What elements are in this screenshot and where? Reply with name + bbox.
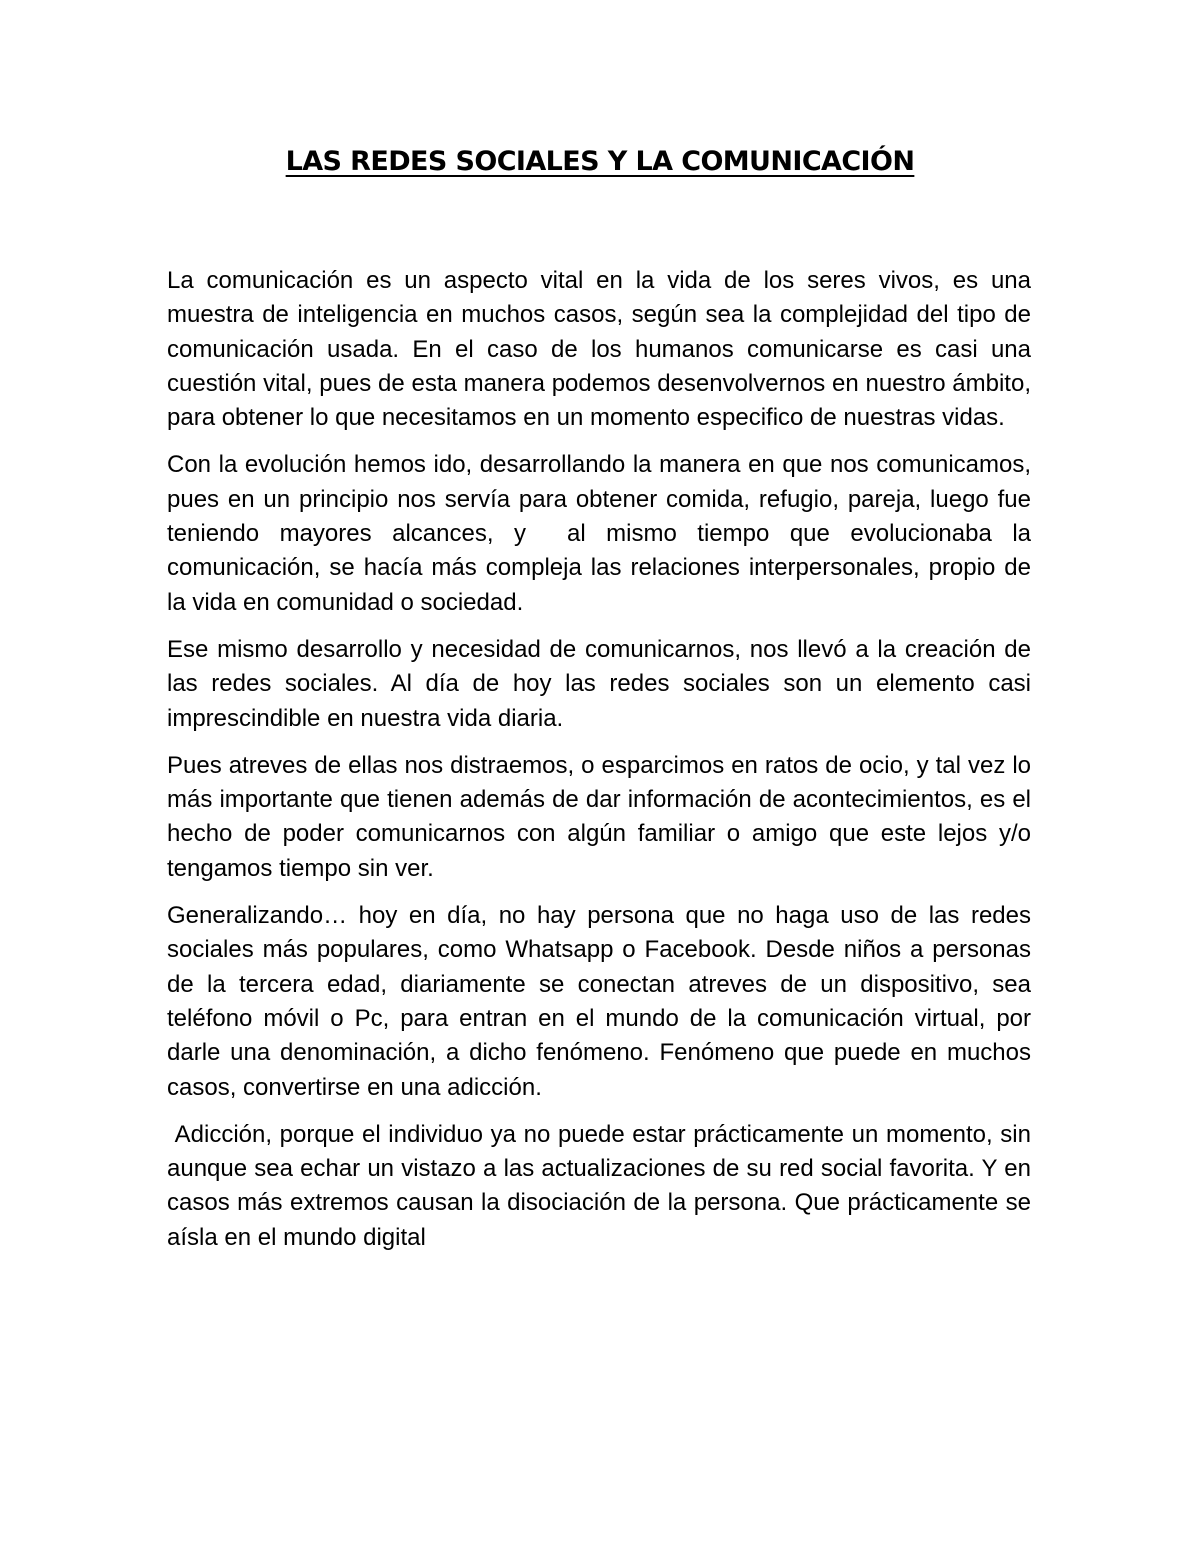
paragraph-5: Generalizando… hoy en día, no hay persona que no haga uso de las redes sociales más populares, como Whatsapp o Facebook. Desde niños a personas de la tercera edad, diariamente se conectan atreves de un dispositivo, sea teléfono móvil o Pc, para entran en el mundo de la comunicación virtual, por darle una denominación, a dicho fenómeno. Fenómeno que puede en muchos casos, convertirse en una adicción. xyxy=(167,902,1038,1101)
document-body xyxy=(167,264,1038,1268)
document-title: LAS REDES SOCIALES Y LA COMUNICACIÓN xyxy=(285,146,915,177)
paragraph-2: Con la evolución hemos ido, desarrollando la manera en que nos comunicamos, pues en un principio nos servía para obtener comida, refugio, pareja, luego fue teniendo mayores alcances, y al mismo tiempo que evolucionaba la comunicación, se hacía más compleja las relaciones interpersonales, propio de la vida en comunidad o sociedad. xyxy=(167,451,1038,616)
paragraph-3: Ese mismo desarrollo y necesidad de comunicarnos, nos llevó a la creación de las redes sociales. Al día de hoy las redes sociales son un elemento casi imprescindible en nuestra vida diaria. xyxy=(167,635,1038,732)
paragraph-6: Adicción, porque el individuo ya no puede estar prácticamente un momento, sin aunque sea echar un vistazo a las actualizaciones de su red social favorita. Y en casos más extremos causan la disociación de la persona. Que prácticamente se aísla en el mundo digital xyxy=(167,1120,1038,1251)
paragraph-4: Pues atreves de ellas nos distraemos, o esparcimos en ratos de ocio, y tal vez lo más importante que tienen además de dar información de acontecimientos, es el hecho de poder comunicarnos con algún familiar o amigo que este lejos y/o tengamos tiempo sin ver. xyxy=(167,751,1038,882)
paragraph-1: La comunicación es un aspecto vital en la vida de los seres vivos, es una muestra de inteligencia en muchos casos, según sea la complejidad del tipo de comunicación usada. En el caso de los humanos comunicarse es casi una cuestión vital, pues de esta manera podemos desenvolvernos en nuestro ámbito, para obtener lo que necesitamos en un momento especifico de nuestras vidas. xyxy=(167,267,1038,432)
